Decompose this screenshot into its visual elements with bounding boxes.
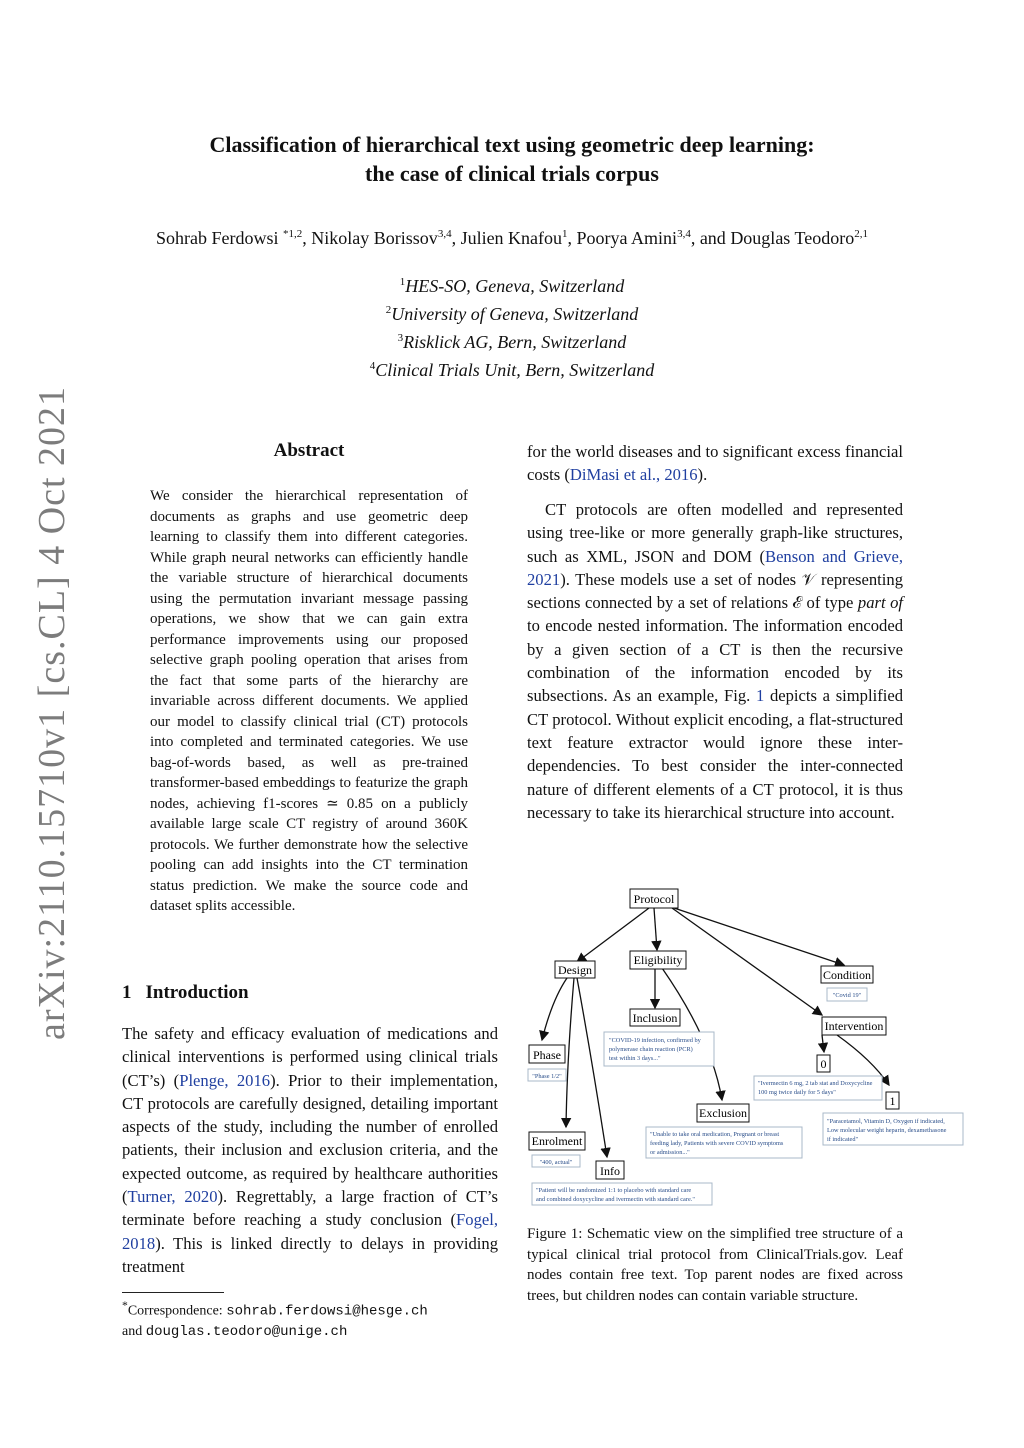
body-text: to encode nested information. The information encoded by a given section of a CT is then the recursive combination of the information encoded by its subsections. As an example, Fig.: [527, 616, 903, 706]
edge-design-enrolment: [566, 978, 574, 1127]
node-zero: 0: [820, 1057, 827, 1071]
leaf-exclusion-line: feeding lady, Patients with severe COVID symptoms: [650, 1140, 784, 1147]
leaf-enrolment: "400, actual": [539, 1159, 573, 1166]
node-info: Info: [600, 1164, 620, 1178]
section-title: Introduction: [145, 982, 249, 1003]
email-link[interactable]: sohrab.ferdowsi@hesge.ch: [226, 1303, 428, 1320]
leaf-zero-line: 100 mg twice daily for 5 days": [758, 1089, 836, 1096]
figure-ref-link[interactable]: 1: [755, 686, 765, 706]
author-list: [0, 228, 1024, 249]
email-link[interactable]: douglas.teodoro@unige.ch: [145, 1323, 348, 1340]
affiliation-text: Risklick AG, Bern, Switzerland: [403, 332, 627, 352]
leaf-zero-line: "Ivermectin 6 mg, 2 tab stat and Doxycycline: [758, 1080, 873, 1087]
author-mark: 1: [562, 228, 568, 240]
intro-paragraph: [122, 1022, 498, 1278]
body-text: ). These models use a set of nodes 𝒱 representing sections connected by a set of relations ℰ of type: [527, 569, 903, 613]
affiliation-num: 1: [399, 276, 406, 288]
node-design: Design: [558, 963, 592, 977]
edge-design-info: [577, 978, 607, 1157]
edge-protocol-condition: [674, 908, 844, 965]
affiliation-num: 2: [385, 304, 392, 316]
footnote-mark: *: [122, 1299, 128, 1312]
author-mark: *1,2: [283, 228, 303, 240]
arxiv-stamp: arXiv:2110.15710v1 [cs.CL] 4 Oct 2021: [31, 385, 73, 1040]
node-exclusion: Exclusion: [699, 1106, 747, 1120]
citation-link[interactable]: DiMasi et al., 2016: [569, 465, 698, 485]
author-name: Douglas Teodoro: [730, 228, 855, 248]
section-heading: [122, 982, 263, 1004]
figure-caption: Figure 1: Schematic view on the simplified tree structure of a typical clinical trial protocol from ClinicalTrials.gov. Leaf nodes contain free text. Top parent nodes are fixed across trees, but children nodes can contain variable structure.: [527, 1226, 903, 1304]
affiliation-num: 4: [369, 360, 376, 372]
node-protocol: Protocol: [633, 892, 675, 906]
node-intervention: Intervention: [824, 1019, 884, 1033]
paper-title: [0, 130, 1024, 188]
leaf-phase: "Phase 1/2": [532, 1073, 562, 1080]
right-paragraph-1: [527, 440, 903, 487]
leaf-exclusion-line: or admission...": [650, 1149, 690, 1156]
body-text: for the world diseases and to significant excess financial costs (: [527, 442, 903, 485]
affiliation: [0, 326, 1024, 354]
author-mark: 2,1: [854, 228, 868, 240]
edge-protocol-intervention: [672, 908, 822, 1015]
author-sep: ,: [451, 228, 461, 248]
affiliation: [0, 270, 1024, 298]
edge-design-phase: [542, 978, 567, 1040]
citation-link[interactable]: Turner, 2020: [127, 1187, 218, 1207]
body-text: CT protocols are often modelled and represented using tree-like or more generally graph-like structures, such as XML, JSON and DOM (: [527, 500, 903, 566]
affiliation: [0, 354, 1024, 382]
affiliation-list: [0, 270, 1024, 382]
footnote: [122, 1296, 512, 1342]
footnote-label: Correspondence:: [127, 1303, 223, 1319]
intro-text: ). Prior to their implementation, CT protocols are carefully designed, detailing important aspects of the study, including the number of enrolled patients, their inclusion and exclusion criteria, and the expected outcome, as required by healthcare authorities (: [122, 1070, 498, 1207]
author-mark: 3,4: [437, 228, 452, 240]
node-one: 1: [889, 1094, 896, 1108]
intro-text: The safety and efficacy evaluation of medications and clinical interventions is performed using clinical trials (CT’s) (: [122, 1024, 498, 1090]
leaf-one-line: if indicated": [827, 1136, 859, 1143]
author-sep: ,: [302, 228, 312, 248]
leaf-info-line: "Patient will be randomized 1:1 to placebo with standard care: [536, 1187, 692, 1194]
leaf-inclusion-line: test within 3 days...": [609, 1055, 661, 1062]
node-phase: Phase: [533, 1048, 561, 1062]
title-line-1: Classification of hierarchical text using geometric deep learning:: [209, 132, 815, 157]
affiliation-text: HES-SO, Geneva, Switzerland: [405, 276, 625, 296]
author-sep: , and: [690, 228, 731, 248]
affiliation-text: Clinical Trials Unit, Bern, Switzerland: [375, 360, 655, 380]
leaf-one-line: "Paracetamol, Vitamin D, Oxygen if indicated,: [827, 1118, 945, 1125]
leaf-exclusion-line: "Unable to take oral medication, Pregnant or breast: [650, 1131, 780, 1138]
citation-link[interactable]: Plenge, 2016: [179, 1070, 271, 1090]
node-eligibility: Eligibility: [633, 953, 683, 967]
author-sep: ,: [567, 228, 577, 248]
leaf-inclusion-line: polymerase chain reaction (PCR): [609, 1046, 693, 1053]
emphasis-text: part of: [857, 593, 903, 613]
abstract-heading: Abstract: [273, 440, 345, 461]
right-paragraph-2: [527, 498, 903, 824]
body-text: depicts a simplified CT protocol. Without explicit encoding, a flat-structured text feature extractor would ignore these inter-dependencies. To best consider the inter-connected nature of different elements of a CT protocol, it is thus necessary to take its hierarchical structure into account.: [527, 686, 903, 822]
citation-link[interactable]: Benson and Grieve, 2021: [527, 546, 903, 589]
edge-protocol-eligibility: [654, 908, 657, 950]
author-name: Julien Knafou: [460, 228, 563, 248]
leaf-one-line: Low molecular weight heparin, dexamethasone: [827, 1127, 947, 1134]
leaf-info-line: and combined doxycycline and ivermectin with standard care.": [536, 1196, 695, 1203]
affiliation-text: University of Geneva, Switzerland: [391, 304, 639, 324]
body-text: ).: [697, 465, 708, 485]
footnote-rule: [122, 1292, 224, 1293]
edge-intervention-zero: [822, 1035, 824, 1052]
node-inclusion: Inclusion: [632, 1011, 678, 1025]
affiliation: [0, 298, 1024, 326]
leaf-condition: "Covid 19": [832, 992, 862, 999]
author-mark: 3,4: [677, 228, 691, 240]
node-enrolment: Enrolment: [531, 1134, 583, 1148]
intro-text: ). Regrettably, a large fraction of CT’s terminate before reaching a study conclusion (: [122, 1187, 499, 1230]
author-name: Nikolay Borissov: [311, 228, 438, 248]
author-name: Sohrab Ferdowsi: [156, 228, 279, 248]
footnote-and: and: [122, 1323, 143, 1339]
node-condition: Condition: [822, 968, 872, 982]
affiliation-num: 3: [397, 332, 404, 344]
figure-tree-diagram: [522, 880, 972, 1210]
title-line-2: the case of clinical trials corpus: [365, 161, 659, 186]
intro-text: ). This is linked directly to delays in providing treatment: [122, 1233, 498, 1276]
citation-link[interactable]: Fogel, 2018: [122, 1210, 498, 1253]
author-name: Poorya Amini: [576, 228, 678, 248]
section-number: 1: [122, 982, 132, 1003]
leaf-inclusion-line: "COVID-19 infection, confirmed by: [609, 1037, 701, 1044]
abstract-text: We consider the hierarchical representation of documents as graphs and use geometric deep learning to classify them into different categories. While graph neural networks can efficiently handle the variable structure of hierarchical documents using the permutation invariant message passing operations, we show that we can gain extra performance improvements using our proposed selective graph pooling operation that arises from the fact that some parts of the hierarchy are invariable across different documents. We applied our model to classify clinical trial (CT) protocols into completed and terminated categories. We use bag-of-words based, as well as pre-trained transformer-based embeddings to featurize the graph nodes, achieving f1-scores ≃ 0.85 on a publicly available large scale CT registry of around 360K protocols. We further demonstrate how the selective pooling can add insights into the CT termination status prediction. We make the source code and dataset splits accessible.: [150, 488, 468, 914]
